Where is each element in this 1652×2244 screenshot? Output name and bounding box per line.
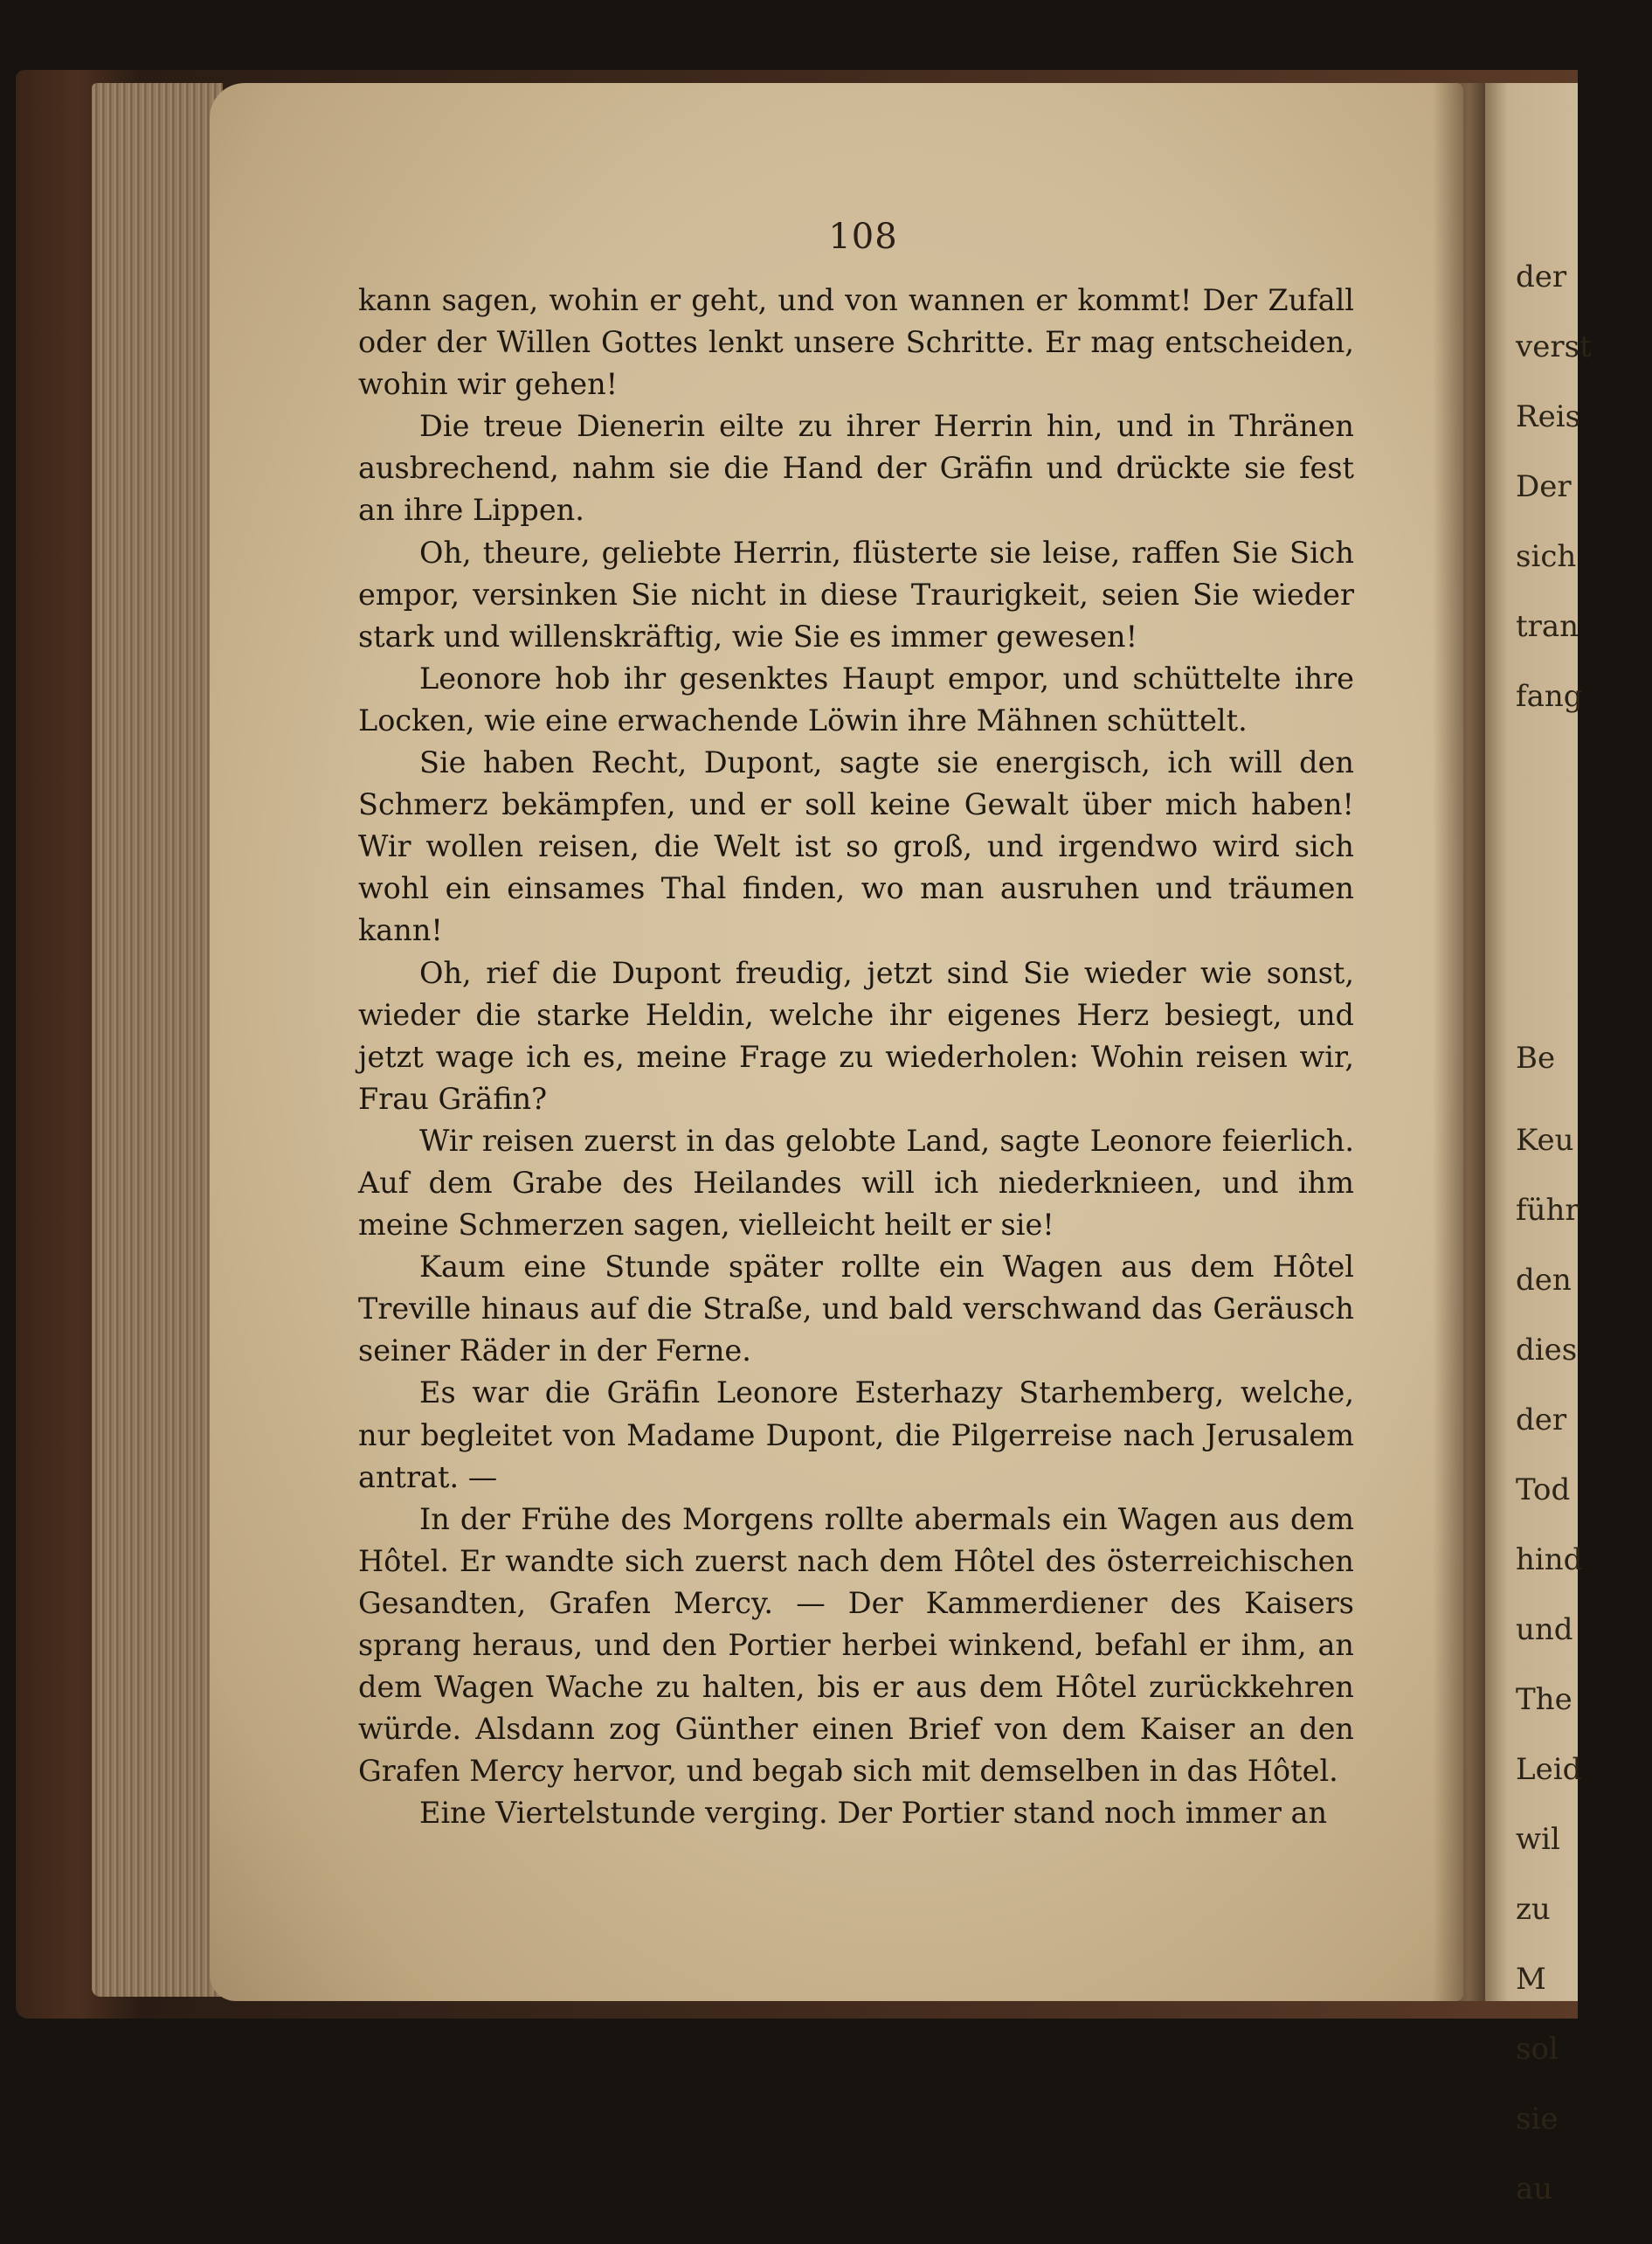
paragraph: Kaum eine Stunde später rollte ein Wagen aus dem Hôtel Treville hinaus auf die Straße, und bald verschwand das Geräusch seiner Räder in der Ferne.: [358, 1250, 1354, 1368]
right-fragment: sol: [1516, 2032, 1559, 2067]
right-fragment: der: [1516, 1402, 1567, 1437]
right-fragment: wil: [1516, 1822, 1560, 1857]
right-fragment: Keu: [1516, 1123, 1574, 1158]
paragraph: Eine Viertelstunde verging. Der Portier stand noch immer an: [419, 1796, 1328, 1831]
right-fragment: dies: [1516, 1333, 1578, 1368]
paragraph: In der Frühe des Morgens rollte abermals ein Wagen aus dem Hôtel. Er wandte sich zuerst nach dem Hôtel des österreichischen Gesandten, Grafen Mercy. — Der Kammerdiener des Kaisers sprang heraus, und den Portier herbei winkend, befahl er ihm, an dem Wagen Wache zu halten, bis er aus dem Hôtel zurückkehren würde. Alsdann zog Günther einen Brief von dem Kaiser an den Grafen Mercy hervor, und begab sich mit demselben in das Hôtel.: [358, 1501, 1354, 1789]
right-fragment: sie: [1516, 2102, 1559, 2137]
right-fragment: Der: [1516, 469, 1572, 504]
right-fragment: fang: [1516, 679, 1583, 714]
right-fragment: und: [1516, 1612, 1573, 1647]
right-fragment: den: [1516, 1263, 1572, 1298]
right-fragment: Leid: [1516, 1752, 1582, 1787]
right-fragment: The: [1516, 1682, 1573, 1717]
right-fragment: Reis: [1516, 399, 1581, 434]
right-fragment: verst: [1516, 329, 1592, 364]
right-fragment: führ: [1516, 1193, 1579, 1228]
right-fragment: sich: [1516, 539, 1577, 574]
paragraph: Leonore hob ihr gesenktes Haupt empor, und schüttelte ihre Locken, wie eine erwachende Löwin ihre Mähnen schüttelt.: [358, 661, 1354, 738]
paragraph: Wir reisen zuerst in das gelobte Land, sagte Leonore feierlich. Auf dem Grabe des Heilandes will ich niederknieen, und ihm meine Schmerzen sagen, vielleicht heilt er sie!: [358, 1123, 1354, 1243]
paragraph: kann sagen, wohin er geht, und von wannen er kommt! Der Zufall oder der Willen Gottes lenkt unsere Schritte. Er mag entscheiden, wohin wir gehen!: [358, 283, 1354, 402]
paragraph: Es war die Gräfin Leonore Esterhazy Starhemberg, welche, nur begleitet von Madame Dupont, die Pilgerreise nach Jerusalem antrat. —: [358, 1375, 1354, 1494]
right-page-text-fragments: [1516, 260, 1592, 2244]
right-fragment: hind: [1516, 1542, 1583, 1577]
right-fragment: M: [1516, 1962, 1546, 1997]
right-fragment: zu: [1516, 1892, 1551, 1927]
paragraph: Oh, theure, geliebte Herrin, flüsterte sie leise, raffen Sie Sich empor, versinken Sie nicht in diese Traurigkeit, seien Sie wieder stark und willenskräftig, wie Sie es immer gewesen!: [358, 535, 1354, 654]
right-fragment: Be: [1516, 1041, 1556, 1076]
paragraph: Oh, rief die Dupont freudig, jetzt sind Sie wieder wie sonst, wieder die starke Heldin, welche ihr eigenes Herz besiegt, und jetzt wage ich es, meine Frage zu wiederholen: Wohin reisen wir, Frau Gräfin?: [358, 955, 1354, 1116]
paragraph: Sie haben Recht, Dupont, sagte sie energisch, ich will den Schmerz bekämpfen, und er soll keine Gewalt über mich haben! Wir wollen reisen, die Welt ist so groß, und irgendwo wird sich wohl ein einsames Thal finden, wo man ausruhen und träumen kann!: [358, 745, 1354, 948]
right-fragment: au: [1516, 2171, 1553, 2206]
paragraph: Die treue Dienerin eilte zu ihrer Herrin hin, und in Thränen ausbrechend, nahm sie die Hand der Gräfin und drückte sie fest an ihre Lippen.: [358, 409, 1354, 528]
right-fragment: Tod: [1516, 1472, 1571, 1507]
page-stack-edge: [92, 83, 223, 1997]
page-number: 108: [828, 217, 898, 257]
page-body-text: [358, 280, 1354, 1834]
right-fragment: der: [1516, 260, 1567, 294]
right-fragment: tran: [1516, 609, 1579, 644]
